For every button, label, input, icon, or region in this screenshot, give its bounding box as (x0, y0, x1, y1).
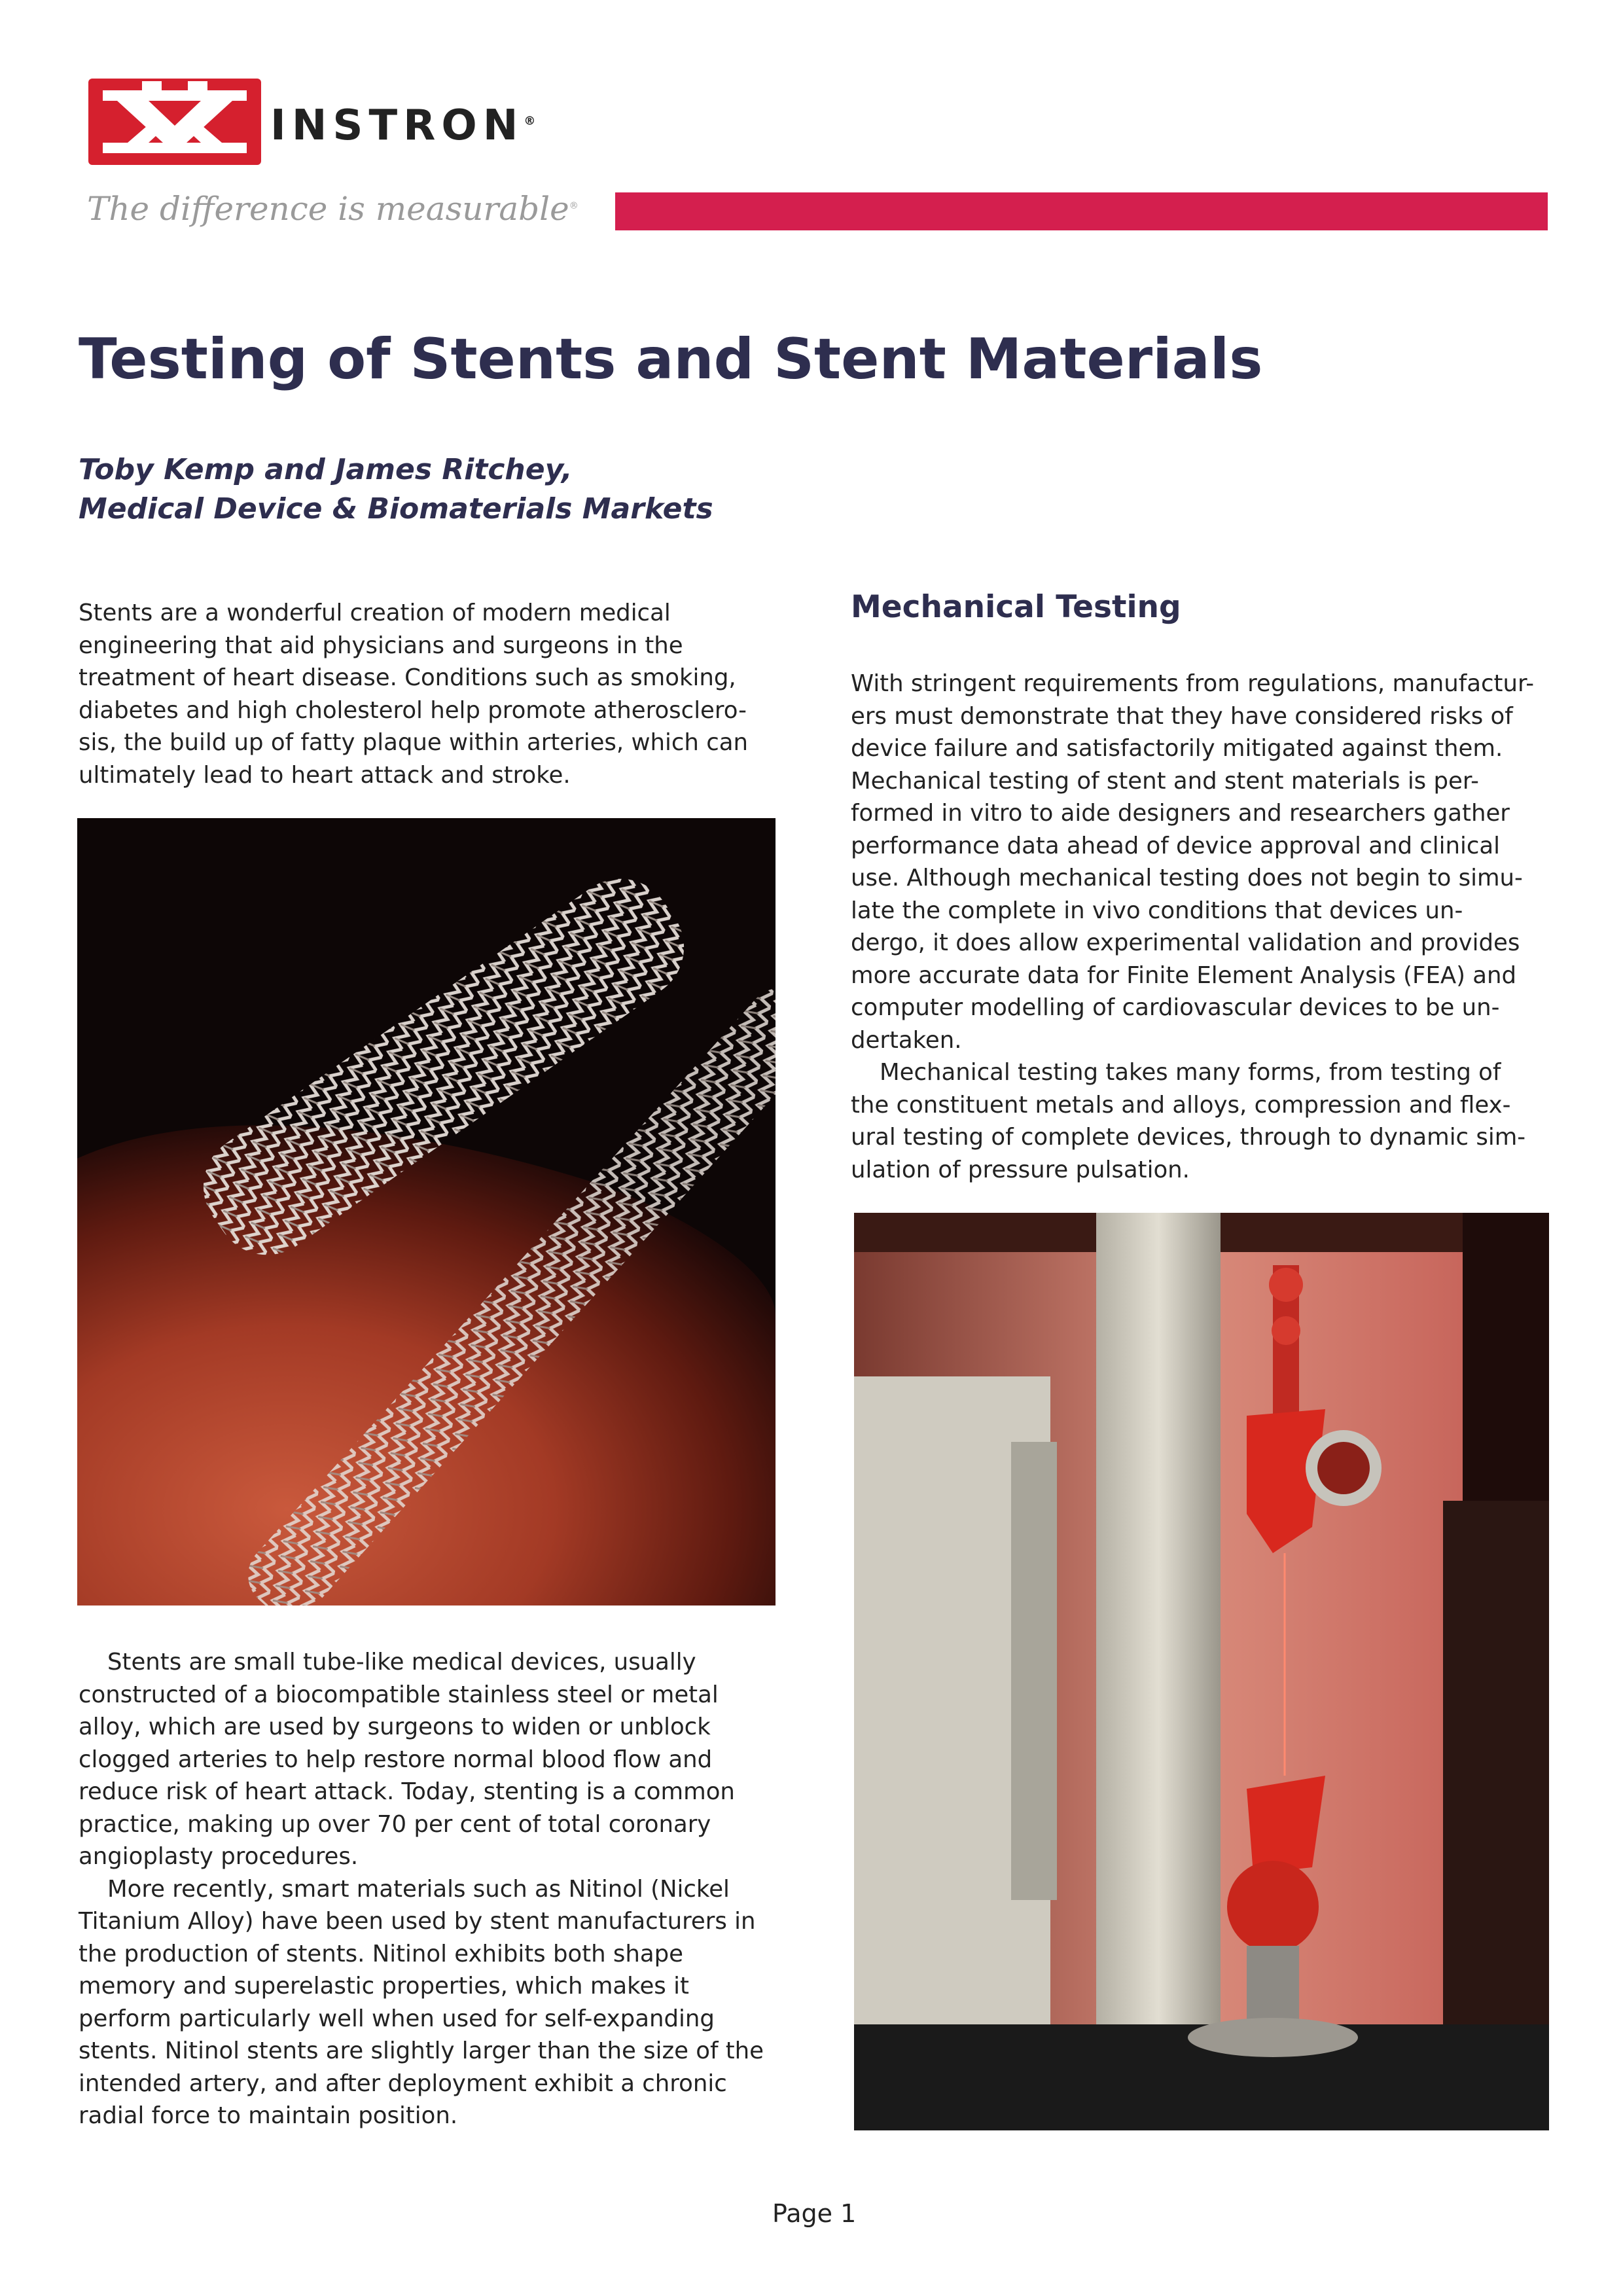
text-line: radial force to maintain position. (79, 2102, 458, 2129)
text-line: memory and superelastic properties, which makes it (79, 1973, 689, 2000)
text-line: intended artery, and after deployment exhibit a chronic (79, 2070, 727, 2097)
intro-paragraph (79, 597, 748, 791)
text-line: constructed of a biocompatible stainless steel or metal (79, 1681, 719, 1708)
logo-emblem-icon (88, 79, 261, 165)
text-line: the production of stents. Nitinol exhibits both shape (79, 1940, 684, 1967)
text-line: practice, making up over 70 per cent of total coronary (79, 1810, 711, 1838)
authors (79, 450, 713, 529)
text-line: Titanium Alloy) have been used by stent manufacturers in (79, 1908, 756, 1935)
text-line: Stents are a wonderful creation of modern medical (79, 600, 671, 626)
text-line: the constituent metals and alloys, compression and flex- (851, 1091, 1511, 1119)
section-heading-mechanical-testing: Mechanical Testing (851, 589, 1181, 625)
text-line: Mechanical testing takes many forms, from testing of (880, 1059, 1501, 1086)
stent-photo-image (77, 818, 776, 1605)
header-accent-bar (615, 192, 1548, 230)
text-line: ers must demonstrate that they have considered risks of (851, 702, 1513, 730)
text-line: dertaken. (851, 1026, 962, 1054)
text-line: sis, the build up of fatty plaque within arteries, which can (79, 729, 748, 756)
page-number: Page 1 (772, 2199, 857, 2228)
text-line: engineering that aid physicians and surgeons in the (79, 632, 683, 659)
text-line: performance data ahead of device approval and clinical (851, 832, 1501, 859)
text-line: perform particularly well when used for self-expanding (79, 2005, 715, 2032)
text-line: More recently, smart materials such as Nitinol (Nickel (107, 1875, 730, 1903)
mechanical-testing-paragraphs (851, 668, 1534, 1186)
text-line: use. Although mechanical testing does not begin to simu- (851, 865, 1523, 891)
text-line: treatment of heart disease. Conditions such as smoking, (79, 664, 736, 691)
text-line: ural testing of complete devices, through to dynamic sim- (851, 1124, 1526, 1151)
text-line: more accurate data for Finite Element Analysis (FEA) and (851, 961, 1517, 989)
text-line: Stents are small tube-like medical devices, usually (107, 1649, 696, 1676)
text-line: formed in vitro to aide designers and researchers gather (851, 800, 1510, 827)
text-line: ultimately lead to heart attack and stroke. (79, 761, 571, 789)
text-line: stents. Nitinol stents are slightly larger than the size of the (79, 2037, 764, 2064)
testing-machine-image (854, 1213, 1549, 2130)
text-line: computer modelling of cardiovascular devices to be un- (851, 994, 1500, 1021)
text-line: reduce risk of heart attack. Today, stenting is a common (79, 1778, 735, 1805)
text-line: dergo, it does allow experimental validation and provides (851, 929, 1520, 956)
text-line: Mechanical testing of stent and stent materials is per- (851, 767, 1479, 795)
text-line: diabetes and high cholesterol help promote atherosclero- (79, 696, 747, 724)
testing-machine-photo (854, 1213, 1549, 2130)
instron-logo (88, 79, 261, 165)
stent-on-fingertip-photo (77, 818, 776, 1605)
stents-description-paragraphs (79, 1646, 764, 2132)
tagline: The difference is measurable® (87, 190, 579, 228)
text-line: alloy, which are used by surgeons to widen or unblock (79, 1713, 711, 1740)
brand-name: INSTRON® (270, 101, 536, 150)
text-line: With stringent requirements from regulations, manufactur- (851, 670, 1535, 697)
text-line: ulation of pressure pulsation. (851, 1156, 1190, 1183)
authors-line-2: Medical Device & Biomaterials Markets (79, 492, 713, 526)
text-line: angioplasty procedures. (79, 1843, 359, 1870)
text-line: clogged arteries to help restore normal blood flow and (79, 1746, 713, 1773)
authors-line-1: Toby Kemp and James Ritchey, (79, 453, 573, 486)
text-line: late the complete in vivo conditions that devices un- (851, 897, 1463, 924)
text-line: device failure and satisfactorily mitigated against them. (851, 735, 1503, 762)
document-title: Testing of Stents and Stent Materials (79, 327, 1263, 392)
